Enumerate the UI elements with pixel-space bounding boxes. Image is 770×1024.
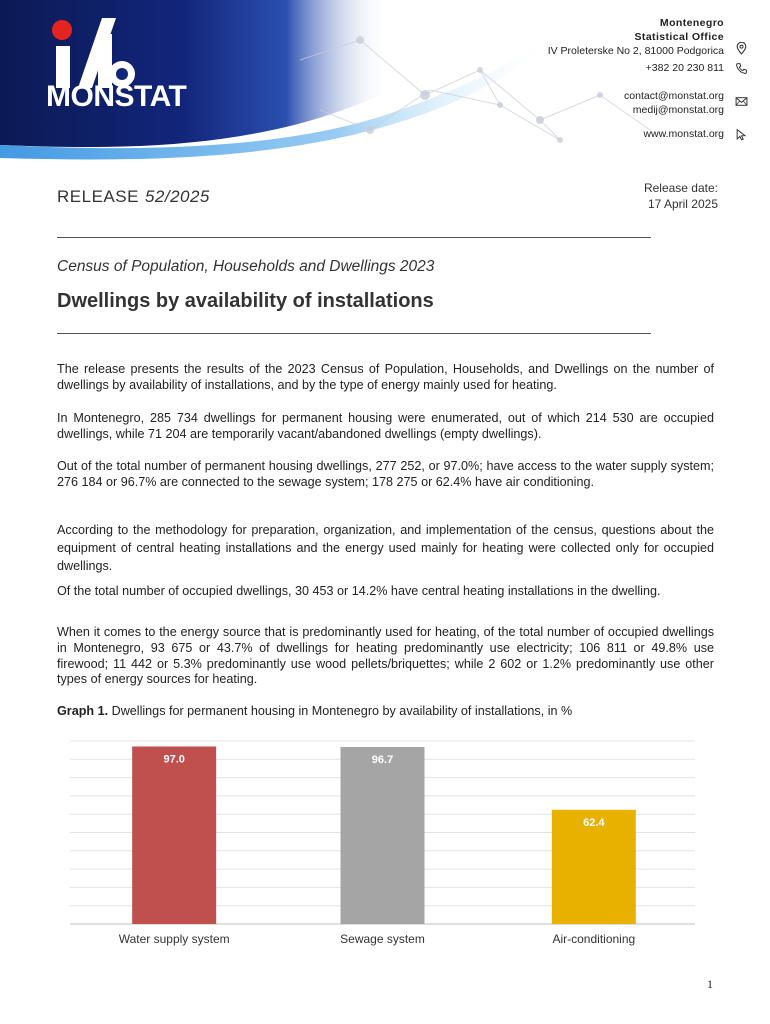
bar-sewage-system [341, 747, 425, 924]
graph-caption [57, 704, 572, 718]
paragraph-energy-source: When it comes to the energy source that is predominantly used for heating, of the total number of occupied dwellings in Montenegro, 93 675 or 43.7% of dwellings for heating predominantly use electricity; 106 811 or 49.8% use firewood; 11 442 or 5.3% predominantly use wood pellets/briquettes; while 2 602 or 1.2% predominantly use other types of energy sources for heating. [57, 625, 714, 687]
paragraph-intro: The release presents the results of the 2023 Census of Population, Households, and Dwellings on the number of dwellings by availability of installations, and by the type of energy mainly used for heating. [57, 362, 714, 392]
release-id: 52/2025 [144, 187, 210, 206]
bar-water-supply-system [132, 746, 216, 924]
email-contact[interactable]: contact@monstat.org [624, 90, 724, 102]
cursor-icon [735, 128, 748, 141]
paragraph-central-heating: Of the total number of occupied dwellings, 30 453 or 14.2% have central heating installations in the dwelling. [57, 584, 661, 598]
release-label: RELEASE [57, 187, 139, 206]
office-contact-block [548, 16, 724, 141]
location-pin-icon [735, 42, 748, 55]
release-date-block [644, 180, 718, 212]
x-tick-label: Air-conditioning [552, 932, 636, 946]
bar-chart [70, 735, 695, 955]
page-number: 1 [707, 977, 713, 991]
paragraph-installations: Out of the total number of permanent housing dwellings, 277 252, or 97.0%; have access to the water supply system; 276 184 or 96.7% are connected to the sewage system; 178 275 or 62.4% have air conditioning. [57, 459, 714, 489]
divider-bottom [57, 333, 651, 334]
envelope-icon [735, 95, 748, 108]
website-link[interactable]: www.monstat.org [643, 128, 724, 140]
page-title: Dwellings by availability of installations [57, 290, 434, 312]
release-date: 17 April 2025 [647, 197, 718, 211]
address: IV Proleterske No 2, 81000 Podgorica [547, 45, 724, 57]
email-media[interactable]: medij@monstat.org [632, 104, 724, 116]
phone-number: +382 20 230 811 [645, 62, 724, 74]
release-date-label: Release date: [643, 181, 718, 195]
paragraph-methodology: According to the methodology for preparation, organization, and implementation of the census, questions about the equipment of central heating installations and the energy used mainly for heating were collected only for occupied dwellings. [57, 523, 714, 573]
release-number [57, 187, 210, 207]
x-tick-label: Sewage system [340, 932, 425, 946]
graph-label: Graph 1. [57, 704, 109, 718]
x-tick-label: Water supply system [118, 932, 230, 946]
logo-wordmark: MONSTAT [46, 80, 187, 113]
org-name-line1: Montenegro [659, 17, 724, 29]
data-label: 62.4 [583, 816, 605, 829]
org-name-line2: Statistical Office [634, 31, 724, 43]
divider-top [57, 237, 651, 238]
data-label: 96.7 [371, 754, 394, 767]
survey-subtitle: Census of Population, Households and Dwellings 2023 [57, 258, 435, 275]
data-label: 97.0 [163, 753, 185, 766]
phone-icon [735, 62, 748, 75]
paragraph-dwellings-count: In Montenegro, 285 734 dwellings for permanent housing were enumerated, out of which 214 530 are occupied dwellings, while 71 204 are temporarily vacant/abandoned dwellings (empty dwellings). [57, 411, 714, 441]
graph-caption-text: Dwellings for permanent housing in Montenegro by availability of installations, in % [108, 704, 573, 718]
